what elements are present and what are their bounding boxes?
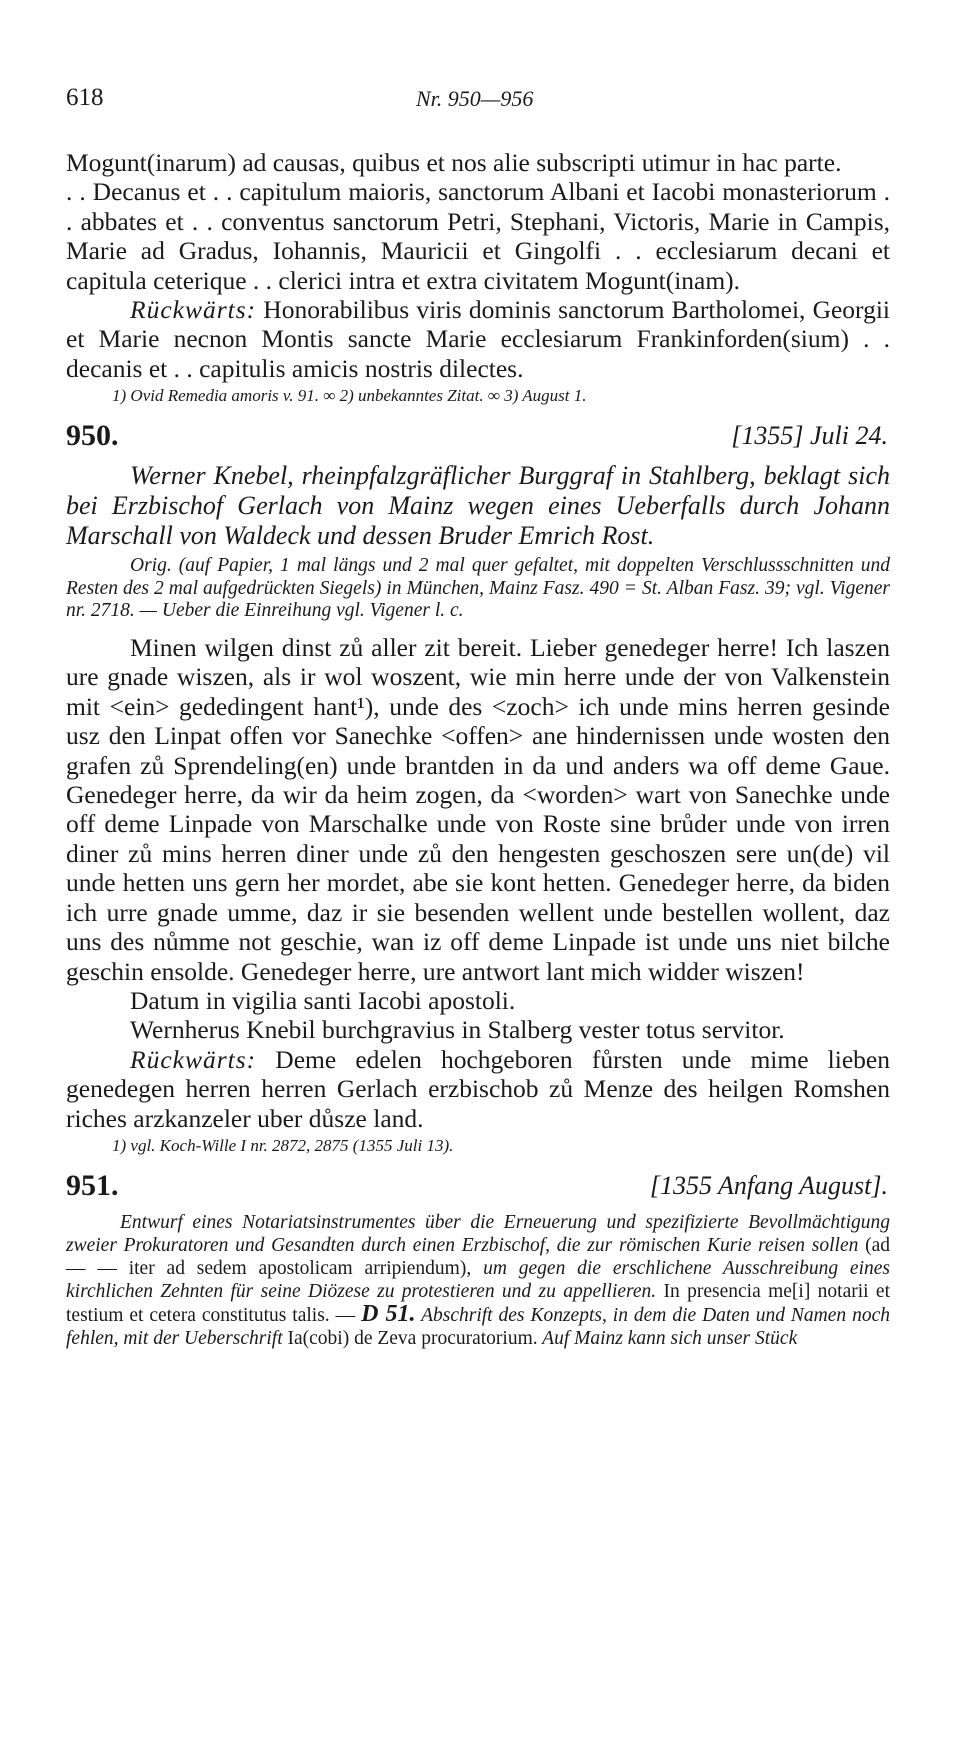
entry-number: 950. [66,419,119,453]
footnotes: 1) Ovid Remedia amoris v. 91. ∞ 2) unbekanntes Zitat. ∞ 3) August 1. [112,386,587,406]
paragraph: Mogunt(inarum) ad causas, quibus et nos alie subscripti utimur in hac parte. [66,148,842,177]
regest-summary: Werner Knebel, rheinpfalzgräflicher Burggraf in Stahlberg, beklagt sich bei Erzbischof Gerlach von Mainz wegen eines Ueberfalls durch Johann Marschall von Waldeck und dessen Bruder Emrich Rost. [66,461,890,551]
entry-header [66,1167,890,1211]
paragraph: Minen wilgen dinst zů aller zit bereit. Lieber genedeger herre! Ich laszen ure gnade wiszen, als ir wol woszent, wie min herre unde der von Valkenstein mit ˂ein˃ gededingent hant¹), unde des ˂zoch˃ ich unde mins herren gesinde usz den Linpat offen vor Sanechke <offen> ane hindernissen unde wosten den grafen zů Sprendeling(en) unde brantden in da und anders wa off deme Gaue. Genedeger herre, da wir da heim zogen, da <worden> wart von Sanechke unde off deme Linpade von Marschalke unde von Roste sine brůder unde von irren diner zů mins herren diner unde zů den hengesten geschoszen sere un(de) vil unde hetten uns gern her mordet, abe sie kont hetten. Genedeger herre, da biden ich urre gnade umme, daz ir sie besenden wellent unde bestellen wollent, daz uns des nůmme not geschie, wan iz off deme Linpade ist unde uns niet bilche geschin ensolde. Genedeger herre, ure antwort lant mich widder wiszen! [66,633,890,986]
paragraph [66,295,890,383]
paragraph: Wernherus Knebil burchgravius in Stalberg vester totus servitor. [130,1015,785,1045]
entry-date: [1355 Anfang August]. [649,1170,888,1200]
entry-number: 951. [66,1168,119,1202]
regest-summary: Entwurf eines Notariatsinstrumentes über die Erneuerung und spezifizierte Bevollmächtigung zweier Prokuratoren und Gesandten durch einen Erzbischof, die zur römischen Kurie reisen sollen (ad — — iter ad sedem apostolicam arripiendum), um gegen die erschlichene Ausschreibung eines kirchlichen Zehnten für seine Diözese zu protestieren und zu appellieren. In presencia me[i] notarii et testium et cetera constitutus talis. — D 51. Abschrift des Konzepts, in dem die Daten und Namen noch fehlen, mit der Ueberschrift Ia(cobi) de Zeva procuratorium. Auf Mainz kann sich unser Stück [66,1211,890,1349]
paragraph [66,1045,890,1133]
source-notes: Orig. (auf Papier, 1 mal längs und 2 mal quer gefaltet, mit doppelten Verschlussschnitten und Resten des 2 mal aufgedrückten Siegels) in München, Mainz Fasz. 490 = St. Alban Fasz. 39; vgl. Vigener nr. 2718. — Ueber die Einreihung vgl. Vigener l. c. [66,555,890,622]
entry-header [66,417,890,461]
paragraph: Datum in vigilia santi Iacobi apostoli. [130,985,516,1015]
page-number: 618 [66,84,104,111]
page-header [66,84,890,124]
previous-entry-continuation [66,148,890,383]
paragraph-text: Deme edelen hochgeboren fůrsten unde mime lieben genedegen herren herren Gerlach erzbischob zů Menze des heilgen Romshen riches arzkanzeler uber důsze land. [66,1044,890,1133]
rueckwaerts-label: Rückwärts: [130,1044,257,1074]
rueckwaerts-label: Rückwärts: [130,295,257,325]
running-title: Nr. 950—956 [416,86,534,111]
letter-text [66,633,890,1133]
entry-date: [1355] Juli 24. [731,421,888,451]
paragraph-text: Honorabilibus viris dominis sanctorum Bartholomei, Georgii et Marie necnon Montis sancte Marie ecclesiarum Frankinforden(sium) . . decanis et . . capitulis amicis nostris dilectes. [66,295,890,383]
footnote: 1) vgl. Koch-Wille I nr. 2872, 2875 (1355 Juli 13). [112,1135,454,1155]
paragraph: . . Decanus et . . capitulum maioris, sanctorum Albani et Iacobi monasteriorum . . abbates et . . conventus sanctorum Petri, Stephani, Victoris, Marie in Campis, Marie ad Gradus, Iohannis, Mauricii et Gingolfi . . ecclesiarum decani et capitula ceterique . . clerici intra et extra civitatem Mogunt(inam). [66,177,890,295]
